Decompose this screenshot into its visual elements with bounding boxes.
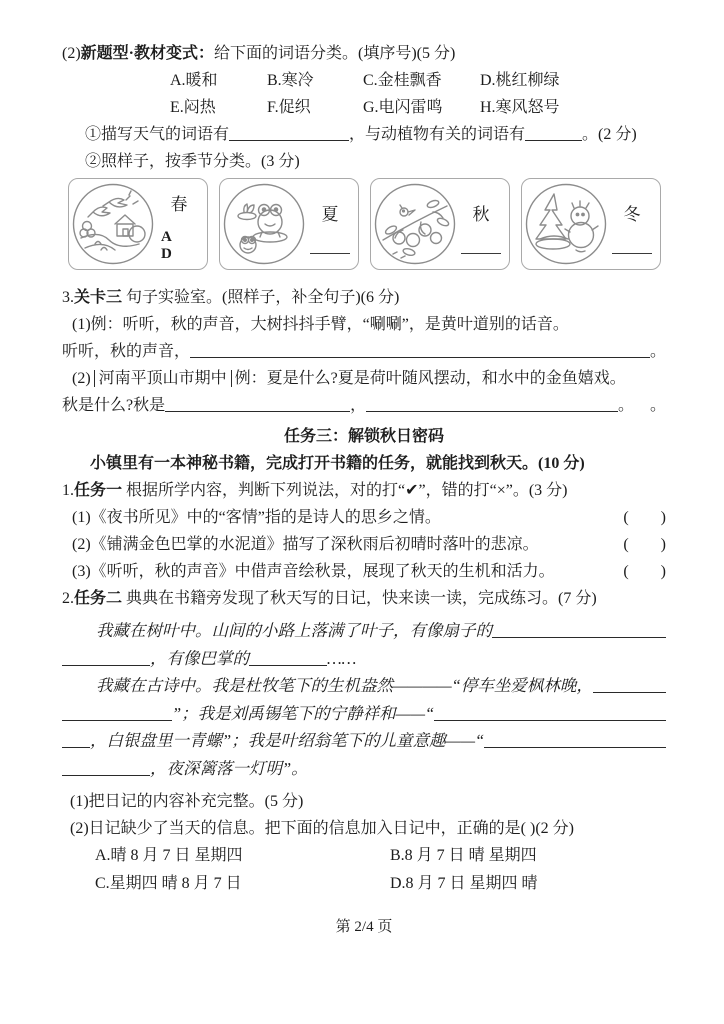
season-label: 冬 — [623, 204, 641, 224]
answer-blank — [492, 617, 666, 638]
season-label: 春 — [170, 195, 188, 214]
page-number-text: 第 2/4 页 — [335, 919, 393, 935]
choice-b: B.8 月 7 日 晴 星期四 — [390, 847, 537, 864]
fill-1-period: 。 — [649, 343, 666, 360]
word-option-d: D.桃红柳绿 — [480, 72, 560, 89]
answer-blank — [484, 727, 666, 748]
choice-c: C.星期四 晴 8 月 7 日 — [95, 874, 242, 892]
diary-line-1 — [62, 617, 666, 645]
task-two-heading — [62, 585, 666, 612]
answer-blank — [229, 126, 349, 141]
word-option-c: C.金桂飘香 — [363, 72, 442, 89]
word-option-h: H.寒风怒号 — [480, 99, 560, 116]
summer-scene-icon — [222, 182, 306, 266]
season-classify-boxes — [68, 178, 666, 270]
autumn-diary — [62, 617, 666, 782]
answer-blank — [525, 126, 582, 141]
season-box-winter-side — [608, 195, 656, 254]
task-one-number: 1. — [62, 482, 74, 499]
sentence-fill-2 — [62, 392, 666, 419]
tf-3-text: (3)《听听，秋的声音》中借声音绘秋景，展现了秋天的生机和活力。 — [72, 563, 555, 580]
diary-4-text: ”；我是刘禹锡笔下的宁静祥和——“ — [172, 703, 435, 723]
task-three-title-text: 任务三：解锁秋日密码 — [283, 428, 444, 445]
subquestion-1-text-b: ，与动植物有关的词语有 — [349, 126, 526, 143]
question-number: (2) — [62, 45, 81, 62]
choice-row-1 — [95, 842, 666, 870]
fill-2-period: 。 — [617, 397, 634, 414]
section-number: 3. — [62, 289, 74, 306]
diary-2-text: ，有像巴掌的 — [150, 648, 249, 668]
sentence-example-1 — [62, 311, 666, 338]
word-options-row-2 — [62, 94, 666, 121]
word-option-e: E.闷热 — [170, 99, 216, 116]
fill-2-comma: ， — [350, 397, 367, 414]
season-box-summer-side — [306, 195, 354, 254]
diary-line-2 — [62, 645, 666, 673]
answer-blank — [62, 700, 172, 721]
fill-2-tail-period: 。 — [649, 397, 666, 414]
tf-1-answer-paren: ( ) — [623, 509, 666, 526]
example-2-text: 例：夏是什么?夏是荷叶随风摆动，和水中的金鱼嬉戏。 — [234, 370, 626, 387]
task-two-number: 2. — [62, 590, 74, 607]
answer-blank — [593, 672, 666, 693]
task-three-intro — [62, 450, 666, 477]
answer-blank — [62, 755, 150, 776]
section-title-text: 句子实验室。(照样子，补全句子)(6 分) — [122, 289, 400, 306]
section-badge: 关卡三 — [74, 289, 123, 306]
answer-blank — [62, 727, 90, 748]
season-answer-blank — [612, 253, 652, 254]
season-box-spring-side — [155, 185, 203, 263]
word-option-a: A.暖和 — [170, 72, 218, 89]
page-number — [62, 915, 666, 936]
exam-source-tag: 河南平顶山市期中 — [94, 370, 232, 387]
task-one-text: 根据所学内容，判断下列说法，对的打“✔”，错的打“×”。(3 分) — [122, 482, 568, 499]
subquestion-1 — [62, 121, 666, 148]
season-answer-blank — [310, 253, 350, 254]
task-two-badge: 任务二 — [74, 590, 123, 607]
answer-blank — [366, 392, 618, 412]
word-classify-heading — [62, 40, 666, 67]
winter-scene-icon — [524, 182, 608, 266]
diary-2-ellipsis: …… — [327, 648, 357, 668]
diary-1-text: 我藏在树叶中。山间的小路上落满了叶子，有像扇子的 — [96, 621, 492, 640]
diary-question-1 — [62, 788, 666, 815]
word-option-g: G.电闪雷鸣 — [363, 99, 443, 116]
diary-5-text: ，白银盘里一青螺”；我是叶绍翁笔下的儿童意趣——“ — [90, 731, 485, 750]
subquestion-1-text-c: 。(2 分) — [582, 126, 637, 143]
question-text: 给下面的词语分类。(填序号)(5 分) — [214, 45, 456, 62]
example-2-number: (2) — [72, 370, 91, 387]
sentence-fill-1 — [62, 338, 666, 365]
word-option-b: B.寒冷 — [267, 72, 314, 89]
answer-blank — [62, 645, 150, 666]
answer-blank — [434, 700, 666, 721]
tf-3-answer-paren: ( ) — [623, 563, 666, 580]
diary-line-6 — [62, 755, 666, 783]
subquestion-2-text: ②照样子，按季节分类。(3 分) — [85, 153, 300, 170]
task-three-intro-text: 小镇里有一本神秘书籍，完成打开书籍的任务，就能找到秋天。(10 分) — [90, 455, 585, 472]
diary-questions — [62, 788, 666, 897]
task-one-heading — [62, 477, 666, 504]
season-answer: A D — [161, 229, 178, 262]
word-option-f: F.促织 — [267, 99, 311, 116]
diary-indent — [62, 617, 96, 645]
word-options-row-1 — [62, 67, 666, 94]
season-box-autumn-side — [457, 195, 505, 254]
question-tag: 新题型·教材变式： — [80, 45, 214, 62]
answer-blank — [165, 392, 350, 412]
fill-2-prompt: 秋是什么?秋是 — [62, 397, 166, 414]
diary-line-3 — [62, 672, 666, 700]
diary-question-2 — [62, 815, 666, 842]
season-box-autumn — [370, 178, 510, 270]
sentence-example-2 — [62, 365, 666, 392]
example-1-text: (1)例：听听，秋的声音，大树抖抖手臂，“唰唰”，是黄叶道别的话音。 — [72, 316, 569, 333]
diary-line-4 — [62, 700, 666, 728]
task-three-title — [62, 423, 666, 450]
season-label: 夏 — [321, 204, 339, 224]
season-box-spring — [68, 178, 208, 270]
choice-d: D.8 月 7 日 星期四 晴 — [390, 874, 538, 892]
season-box-winter — [521, 178, 661, 270]
true-false-item-3 — [62, 558, 666, 585]
tf-2-text: (2)《铺满金色巴掌的水泥道》描写了深秋雨后初晴时落叶的悲凉。 — [72, 536, 539, 553]
fill-1-prompt: 听听，秋的声音， — [62, 343, 191, 360]
subquestion-1-text-a: ①描写天气的词语有 — [85, 126, 230, 143]
diary-3-text: 我藏在古诗中。我是杜牧笔下的生机盎然————“停车坐爱枫林晚， — [96, 676, 593, 695]
season-label: 秋 — [472, 204, 490, 224]
choice-row-2 — [95, 870, 666, 898]
tf-2-answer-paren: ( ) — [623, 536, 666, 553]
subquestion-2 — [62, 148, 666, 175]
diary-indent — [62, 672, 96, 700]
true-false-item-1 — [62, 504, 666, 531]
answer-blank — [249, 645, 327, 666]
true-false-item-2 — [62, 531, 666, 558]
answer-blank — [190, 338, 650, 358]
choice-list — [62, 842, 666, 897]
sentence-lab-heading — [62, 284, 666, 311]
tf-1-text: (1)《夜书所见》中的“客情”指的是诗人的思乡之情。 — [72, 509, 441, 526]
autumn-scene-icon — [373, 182, 457, 266]
task-two-text: 典典在书籍旁发现了秋天写的日记，快来读一读，完成练习。(7 分) — [122, 590, 597, 607]
diary-question-1-text: (1)把日记的内容补充完整。(5 分) — [70, 793, 304, 810]
task-one-badge: 任务一 — [74, 482, 123, 499]
season-box-summer — [219, 178, 359, 270]
season-answer-blank — [461, 253, 501, 254]
spring-scene-icon — [71, 182, 155, 266]
diary-6-text: ，夜深篱落一灯明”。 — [150, 758, 308, 778]
diary-question-2-text: (2)日记缺少了当天的信息。把下面的信息加入日记中，正确的是( )(2 分) — [70, 820, 574, 837]
choice-a: A.晴 8 月 7 日 星期四 — [95, 847, 243, 864]
diary-line-5 — [62, 727, 666, 755]
